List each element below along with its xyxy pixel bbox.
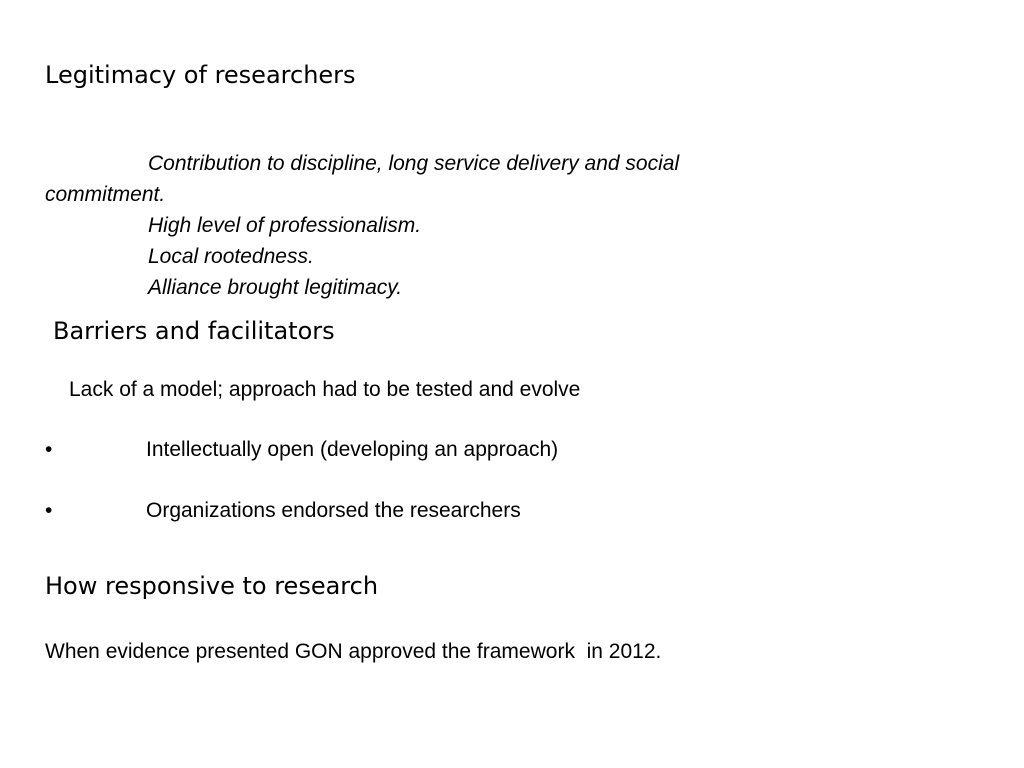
legitimacy-line-contribution-cont: commitment. xyxy=(45,183,166,206)
barriers-intro: Lack of a model; approach had to be tested and evolve xyxy=(69,378,581,401)
legitimacy-line-rootedness xyxy=(45,241,314,272)
legitimacy-line-alliance-text: Alliance brought legitimacy. xyxy=(148,276,403,299)
barriers-heading: Barriers and facilitators xyxy=(53,317,335,345)
legitimacy-line-contribution-text: Contribution to discipline, long service delivery and social xyxy=(148,152,680,175)
legitimacy-line-contribution xyxy=(45,148,679,179)
responsive-heading: How responsive to research xyxy=(45,572,379,600)
legitimacy-heading: Legitimacy of researchers xyxy=(45,61,356,89)
legitimacy-line-alliance xyxy=(45,272,402,303)
legitimacy-line-professionalism-text: High level of professionalism. xyxy=(148,214,422,237)
legitimacy-line-professionalism xyxy=(45,210,421,241)
barriers-bullet-1-text: Intellectually open (developing an approach) xyxy=(146,438,559,461)
barriers-bullet-1 xyxy=(45,434,558,465)
bullet-mark: • xyxy=(45,438,53,461)
responsive-text: When evidence presented GON approved the framework in 2012. xyxy=(45,640,662,663)
legitimacy-line-rootedness-text: Local rootedness. xyxy=(148,245,314,268)
barriers-bullet-2 xyxy=(45,495,521,526)
barriers-bullet-2-text: Organizations endorsed the researchers xyxy=(146,499,521,522)
bullet-mark: • xyxy=(45,499,53,522)
